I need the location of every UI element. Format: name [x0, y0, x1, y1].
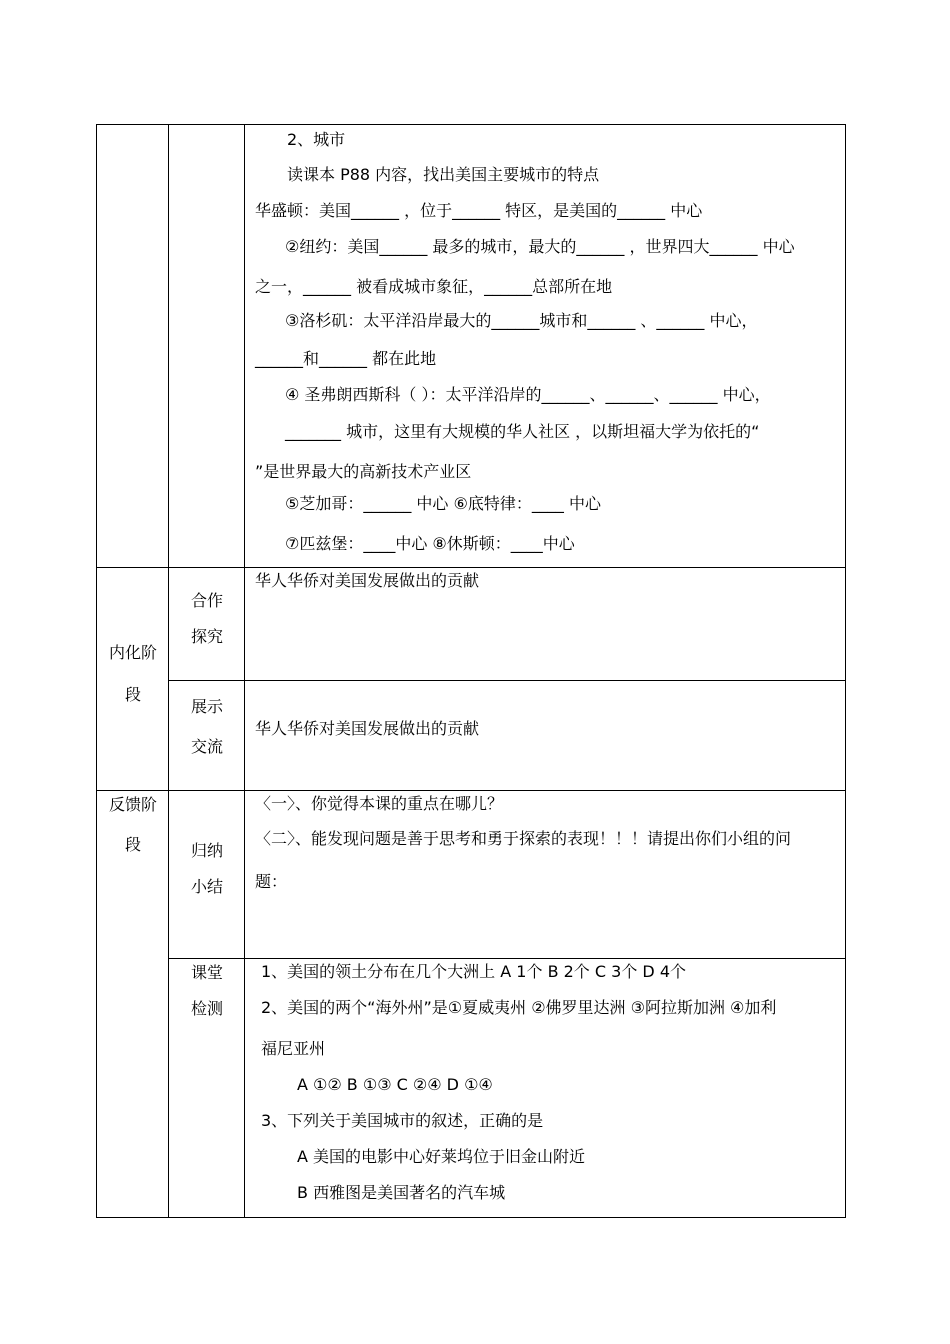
la-line-1: ③洛杉矶：太平洋沿岸最大的______城市和______ 、______ 中心，: [285, 311, 758, 330]
test-question-3: 3、下列关于美国城市的叙述，正确的是: [261, 1111, 544, 1130]
cooperate-label-1: 合作: [191, 591, 224, 610]
sf-line-1: ④ 圣弗朗西斯科（ ）：太平洋沿岸的______、______、______ 中心，: [285, 385, 771, 404]
test-question-1: 1、美国的领土分布在几个大洲上 A 1个 B 2个 C 3个 D 4个: [261, 962, 687, 981]
cities-instruction: 读课本 P88 内容，找出美国主要城市的特点: [287, 165, 600, 184]
feedback-stage-label-2: 段: [124, 835, 141, 854]
newyork-line-1: ②纽约：美国______ 最多的城市，最大的______ ，世界四大______ 中心: [285, 237, 795, 256]
row-divider-summary-end: [168, 958, 845, 959]
sf-line-3: ”是世界最大的高新技术产业区: [255, 462, 472, 481]
summary-label-2: 小结: [191, 877, 224, 896]
test-question-2-options: A ①② B ①③ C ②④ D ①④: [297, 1075, 493, 1094]
column-divider-1: [168, 125, 169, 1218]
row-divider-cooperate-end: [168, 680, 845, 681]
newyork-line-2: 之一，______ 被看成城市象征，______总部所在地: [255, 277, 613, 296]
show-label-2: 交流: [191, 737, 224, 756]
internalize-stage-label-2: 段: [124, 685, 141, 704]
row-divider-cities-end: [97, 567, 845, 568]
test-question-3-option-b: B 西雅图是美国著名的汽车城: [297, 1183, 506, 1202]
summary-question-2-line-2: 题：: [255, 872, 288, 891]
feedback-stage-label-1: 反馈阶: [108, 795, 157, 814]
la-line-2: ______和______ 都在此地: [255, 349, 437, 368]
test-question-3-option-a: A 美国的电影中心好莱坞位于旧金山附近: [297, 1147, 586, 1166]
test-question-2-line-1: 2、美国的两个“海外州”是①夏威夷州 ②佛罗里达洲 ③阿拉斯加洲 ④加利: [261, 998, 777, 1017]
cities-heading: 2、城市: [287, 130, 346, 149]
sf-line-2: _______ 城市，这里有大规模的华人社区 ，以斯坦福大学为依托的“: [285, 422, 760, 441]
internalize-stage-label-1: 内化阶: [108, 643, 157, 662]
summary-question-1: 〈一〉、你觉得本课的重点在哪儿？: [255, 794, 504, 813]
show-content: 华人华侨对美国发展做出的贡献: [255, 719, 480, 738]
show-label-1: 展示: [191, 697, 224, 716]
summary-label-1: 归纳: [191, 841, 224, 860]
cooperate-label-2: 探究: [191, 627, 224, 646]
summary-question-2-line-1: 〈二〉、能发现问题是善于思考和勇于探索的表现！！！请提出你们小组的问: [255, 829, 792, 848]
test-label-1: 课堂: [191, 963, 224, 982]
washington-line: 华盛顿：美国______ ，位于______ 特区，是美国的______ 中心: [255, 201, 703, 220]
chicago-detroit-line: ⑤芝加哥：______ 中心 ⑥底特律：____ 中心: [285, 494, 601, 513]
cooperate-content: 华人华侨对美国发展做出的贡献: [255, 571, 480, 590]
test-label-2: 检测: [191, 999, 224, 1018]
column-divider-2: [244, 125, 245, 1218]
row-divider-internalize-end: [97, 790, 845, 791]
test-question-2-line-2: 福尼亚州: [261, 1039, 326, 1058]
pittsburgh-houston-line: ⑦匹兹堡：____中心 ⑧休斯顿：____中心: [285, 534, 575, 553]
lesson-table: [96, 124, 846, 1218]
